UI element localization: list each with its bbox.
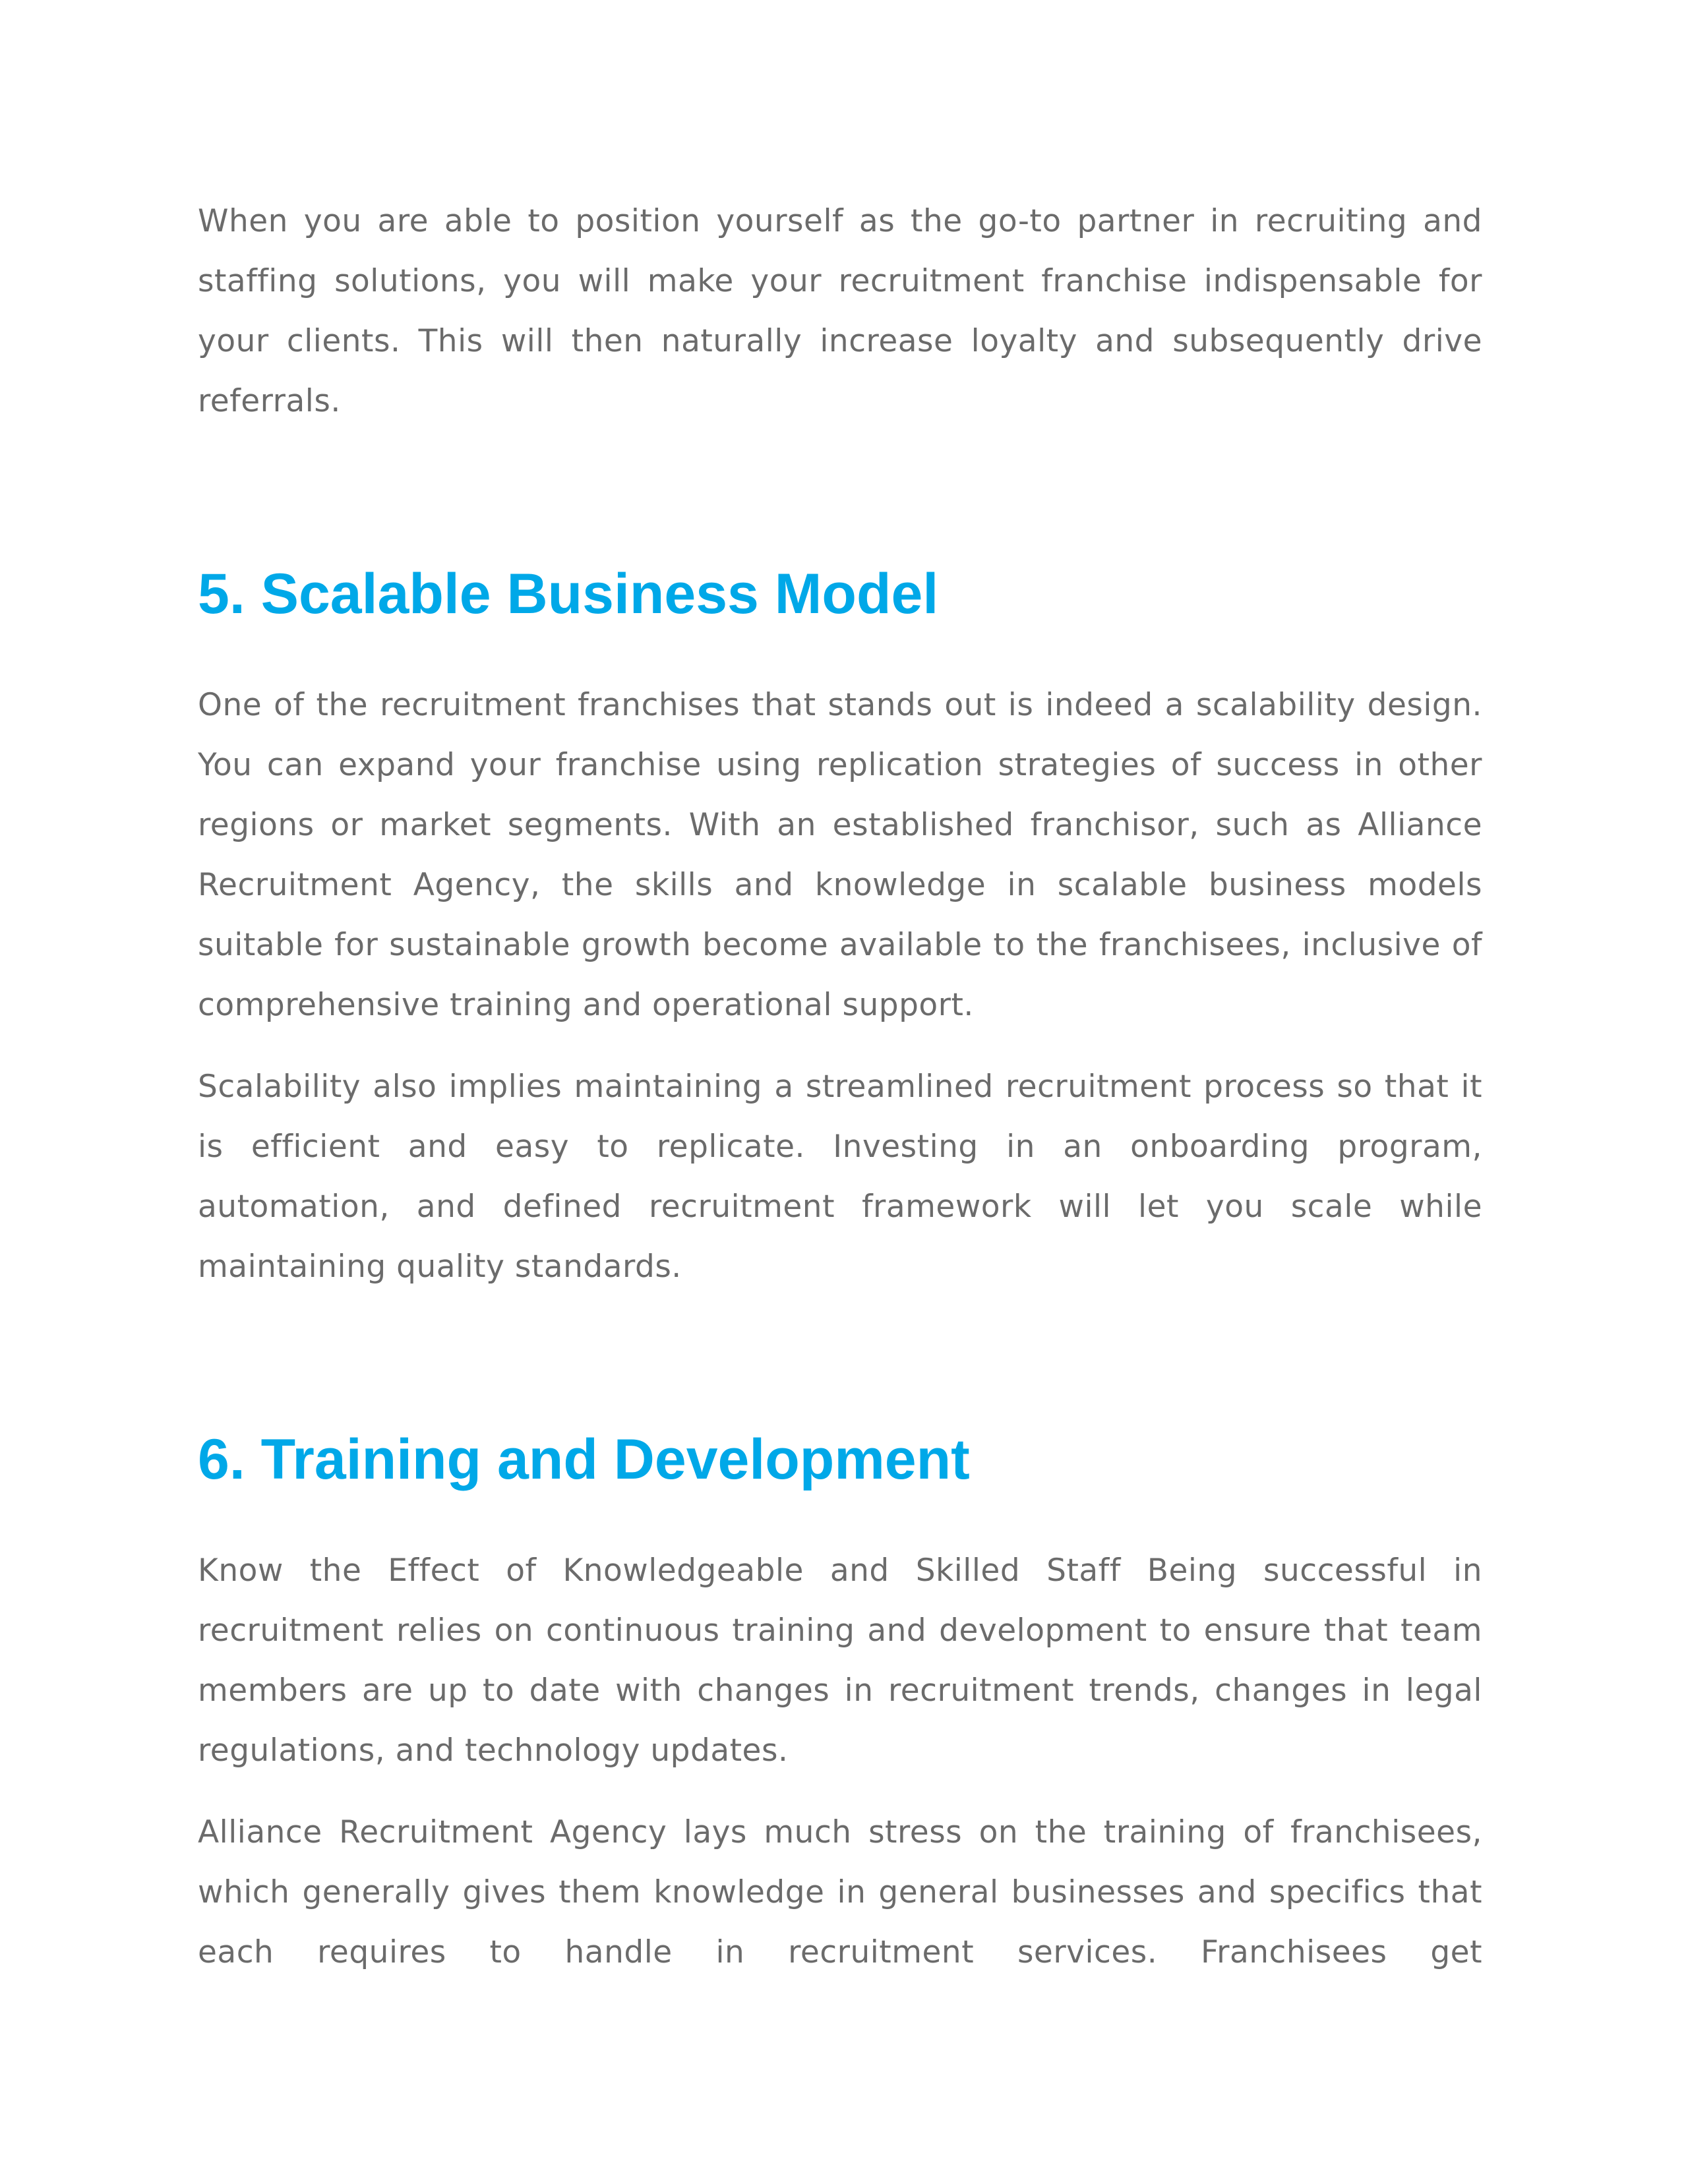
section-heading-training-and-development: 6. Training and Development [198,1428,970,1491]
section-heading-scalable-business-model: 5. Scalable Business Model [198,562,939,626]
intro-paragraph: When you are able to position yourself as the go-to partner in recruiting and staffing solutions, you will make your recruitment franchise indispensable for your clients. This will then naturally increase loyalty and subsequently drive referrals. [198,203,1482,419]
section-5-paragraph-2: Scalability also implies maintaining a streamlined recruitment process so that it is efficient and easy to replicate. Investing in an onboarding program, automation, and defined recruitment framework will let you scale while maintaining quality standards. [198,1069,1482,1285]
section-6-paragraph-1: Know the Effect of Knowledgeable and Skilled Staff Being successful in recruitment relies on continuous training and development to ensure that team members are up to date with changes in recruitment trends, changes in legal regulations, and technology updates. [198,1552,1482,1769]
section-6-paragraph-2: Alliance Recruitment Agency lays much stress on the training of franchisees, which generally gives them knowledge in general businesses and specifics that each requires to handle in recruitment services. Franchisees get [198,1814,1482,1970]
document-page [198,191,1482,1982]
section-5-paragraph-1: One of the recruitment franchises that stands out is indeed a scalability design. You can expand your franchise using replication strategies of success in other regions or market segments. With an established franchisor, such as Alliance Recruitment Agency, the skills and knowledge in scalable business models suitable for sustainable growth become available to the franchisees, inclusive of comprehensive training and operational support. [198,687,1482,1023]
